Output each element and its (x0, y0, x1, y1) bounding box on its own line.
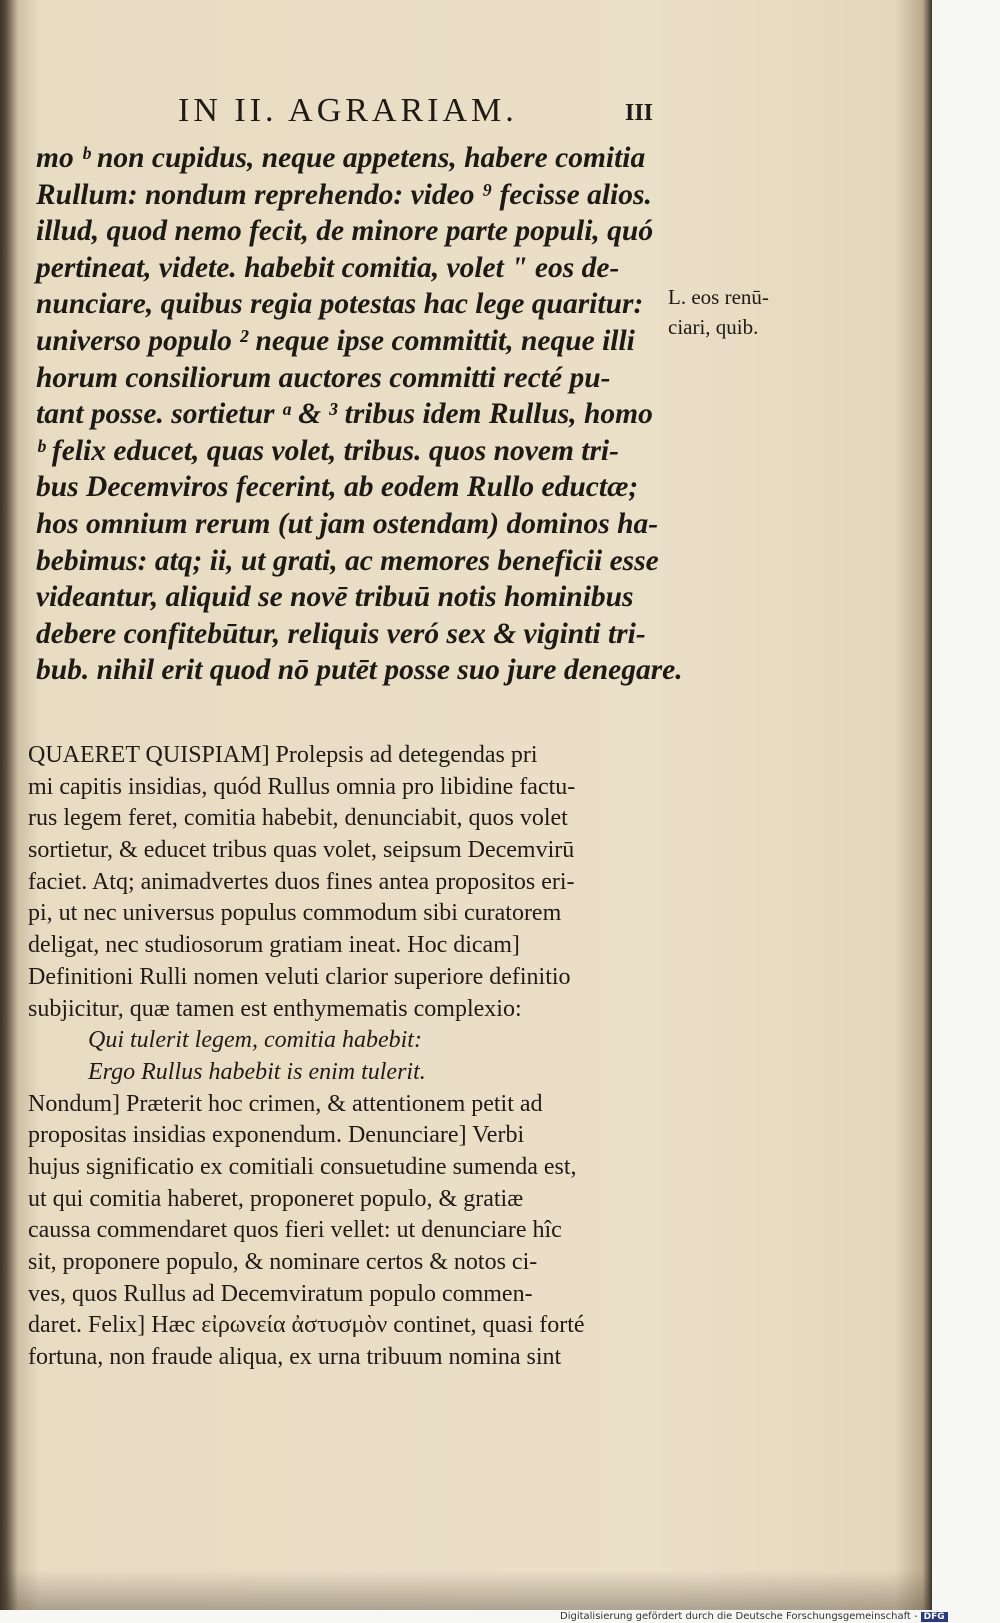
text-line: bub. nihil erit quod nō putēt posse suo jure denegare. (36, 654, 683, 687)
commentary-line: rus legem feret, comitia habebit, denunciabit, quos volet (28, 805, 568, 832)
text-line: tant posse. sortietur ᵃ & ³ tribus idem Rullus, homo (36, 398, 653, 431)
commentary-line: Qui tulerit legem, comitia habebit: (88, 1027, 422, 1054)
commentary-line: Definitioni Rulli nomen veluti clarior superiore definitio (28, 963, 571, 990)
text-line: bebimus: atq; ii, ut grati, ac memores beneficii esse (36, 544, 659, 577)
main-text (36, 140, 691, 689)
text-line: hos omnium rerum (ut jam ostendam) dominos ha- (36, 507, 659, 540)
commentary-line: sortietur, & educet tribus quas volet, seipsum Decemvirū (28, 837, 575, 864)
commentary-line: pi, ut nec universus populus commodum sibi curatorem (28, 900, 562, 927)
digitization-footer (560, 1611, 948, 1622)
commentary (28, 740, 683, 1374)
text-line: illud, quod nemo fecit, de minore parte populi, quó (36, 215, 654, 248)
text-line: bus Decemviros fecerint, ab eodem Rullo eductæ; (36, 471, 639, 504)
commentary-line: caussa commendaret quos fieri vellet: ut denunciare hîc (28, 1217, 562, 1244)
text-line: Rullum: nondum reprehendo: video ⁹ fecisse alios. (36, 178, 652, 211)
commentary-line: daret. Felix] Hæc εἰρωνεία ἀστυσμὸν continet, quasi forté (28, 1312, 585, 1339)
text-line: universo populo ² neque ipse committit, neque illi (36, 324, 635, 357)
commentary-line: fortuna, non fraude aliqua, ex urna tribuum nomina sint (28, 1344, 562, 1371)
text-line: mo ᵇ non cupidus, neque appetens, habere comitia (36, 142, 646, 174)
text-line: pertineat, videte. habebit comitia, volet ʺ eos de- (36, 251, 620, 284)
commentary-line: Ergo Rullus habebit is enim tulerit. (88, 1058, 426, 1085)
book-page (28, 20, 928, 1600)
commentary-line: QUAERET QUISPIAM] Prolepsis ad detegendas pri (28, 742, 538, 768)
gloss-line: L. eos renū- (668, 285, 769, 309)
text-line: videantur, aliquid se novē tribuū notis hominibus (36, 581, 634, 614)
commentary-line: mi capitis insidias, quód Rullus omnia pro libidine factu- (28, 773, 576, 800)
commentary-line: propositas insidias exponendum. Denunciare] Verbi (28, 1122, 525, 1149)
commentary-line: sit, proponere populo, & nominare certos & notos ci- (28, 1249, 538, 1275)
commentary-line: faciet. Atq; animadvertes duos fines antea propositos eri- (28, 868, 575, 895)
text-line: debere confitebūtur, reliquis veró sex & viginti tri- (36, 617, 646, 650)
page-number: III (625, 100, 654, 126)
commentary-line: deligat, nec studiosorum gratiam ineat. Hoc dicam] (28, 932, 520, 959)
footer-text: Digitalisierung gefördert durch die Deutsche Forschungsgemeinschaft - (560, 1611, 918, 1622)
commentary-line: hujus significatio ex comitiali consuetudine sumenda est, (28, 1153, 577, 1180)
commentary-line: subjicitur, quæ tamen est enthymematis complexio: (28, 995, 522, 1022)
text-line: ᵇ felix educet, quas volet, tribus. quos novem tri- (36, 434, 619, 467)
marginal-gloss (668, 282, 769, 342)
text-line: nunciare, quibus regia potestas hac lege quaritur: (36, 288, 644, 321)
gloss-line: ciari, quib. (668, 315, 759, 339)
text-line: horum consiliorum auctores committi recté pu- (36, 361, 611, 394)
commentary-line: ves, quos Rullus ad Decemviratum populo commen- (28, 1280, 533, 1307)
commentary-line: Nondum] Præterit hoc crimen, & attentionem petit ad (28, 1090, 543, 1117)
running-head: IN II. AGRARIAM. (178, 92, 518, 129)
dfg-logo: DFG (921, 1612, 948, 1622)
commentary-line: ut qui comitia haberet, proponeret populo, & gratiæ (28, 1185, 524, 1212)
